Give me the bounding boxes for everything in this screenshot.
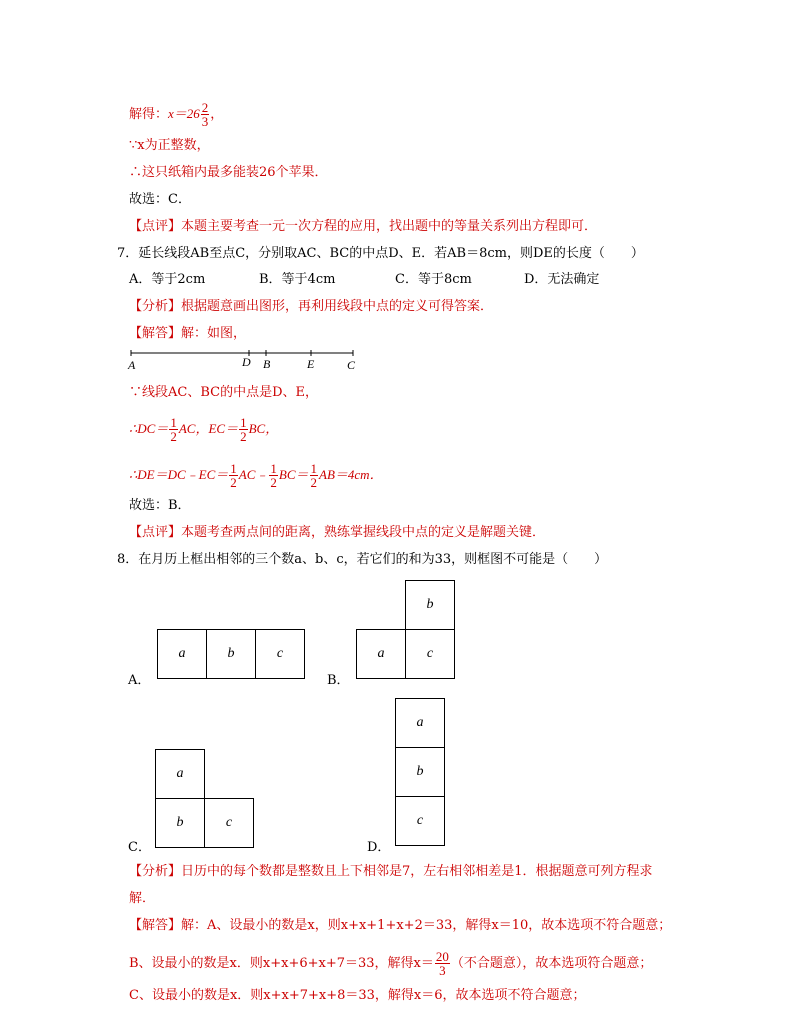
- figC-label: C．: [128, 840, 151, 855]
- answer-b-fraction: [435, 950, 450, 977]
- q8-answer-b: [129, 950, 652, 977]
- choose-line: 故选：C．: [129, 192, 191, 207]
- answer-tag: 【解答】: [129, 918, 182, 933]
- fraction-denominator: 3: [201, 114, 209, 129]
- figD-cell-a: a: [395, 698, 445, 748]
- segment-figure: [125, 345, 365, 373]
- q7-choose: 故选：B．: [129, 498, 191, 513]
- half-fraction: [239, 416, 248, 443]
- q8-analysis: [129, 863, 653, 881]
- answer-tag: 【解答】: [129, 326, 182, 341]
- solve-fraction: [201, 101, 210, 128]
- figA-label: A．: [128, 673, 151, 688]
- fraction-numerator: 1: [230, 461, 237, 476]
- solve-equation: x＝26: [168, 106, 200, 121]
- figC-cell-c: c: [204, 798, 254, 848]
- fraction-numerator: 1: [170, 415, 177, 430]
- fraction-numerator: 20: [435, 949, 449, 964]
- answer-text-a: 解：A、设最小的数是x，则x+x+1+x+2＝33，解得x＝10，故本选项不符合题意；: [181, 918, 672, 933]
- fraction-denominator: 2: [310, 475, 318, 490]
- analysis-text: 根据题意画出图形，再利用线段中点的定义可得答案．: [181, 299, 494, 314]
- step1-part2: AC，EC＝: [178, 421, 239, 436]
- answer-text: 解：如图，: [181, 326, 247, 341]
- answer-b-part1: B、设最小的数是x．则x+x+6+x+7＝33，解得x＝: [129, 956, 434, 971]
- analysis-tag: 【分析】: [129, 299, 182, 314]
- step2-part2: AC﹣: [238, 467, 269, 482]
- half-fraction: [310, 462, 319, 489]
- fraction-denominator: 2: [230, 475, 237, 490]
- solve-label: 解得：: [129, 107, 169, 122]
- step2-part4: AB＝4cm．: [319, 467, 383, 482]
- figA-cell-b: b: [206, 629, 256, 679]
- q7-stem: 7．延长线段AB至点C，分别取AC、BC的中点D、E．若AB＝8cm，则DE的长度（ ）: [117, 246, 644, 261]
- comma: ，: [210, 107, 224, 122]
- point-a-label: A: [128, 358, 136, 372]
- q7-option-a: A．等于2cm: [129, 272, 206, 287]
- comment-tag: 【点评】: [129, 525, 182, 540]
- figC-cell-a: a: [155, 749, 205, 799]
- step2-part3: BC＝: [278, 467, 309, 482]
- figD-label: D．: [367, 840, 391, 855]
- analysis-tag: 【分析】: [129, 864, 182, 879]
- fraction-denominator: 2: [270, 475, 277, 490]
- solve-line: [129, 101, 223, 128]
- step1-part1: ∴DC＝: [129, 421, 169, 436]
- comment-text: 本题主要考查一元一次方程的应用，找出题中的等量关系列出方程即可．: [181, 219, 598, 234]
- half-fraction: [229, 462, 238, 489]
- figB-cell-a: a: [356, 629, 406, 679]
- q8-answer-a: [129, 917, 671, 935]
- fraction-numerator: 1: [270, 461, 277, 476]
- q7-comment: [129, 524, 545, 542]
- point-b-label: B: [263, 357, 271, 371]
- q7-option-c: C．等于8cm: [395, 272, 472, 287]
- fraction-numerator: 1: [310, 461, 318, 476]
- answer-b-part2: （不合题意），故本选项符合题意；: [450, 956, 653, 971]
- q8-answer-c: C、设最小的数是x．则x+x+7+x+8＝33，解得x＝6，故本选项不符合题意；: [129, 988, 586, 1003]
- half-fraction: [269, 462, 278, 489]
- q7-option-b: B．等于4cm: [259, 272, 336, 287]
- figD-cell-c: c: [395, 796, 445, 846]
- q8-analysis-cont: 解．: [129, 891, 156, 906]
- comment-line: [129, 218, 597, 236]
- q7-midpoints: ∵线段AC、BC的中点是D、E，: [129, 385, 318, 400]
- comment-text: 本题考查两点间的距离，熟练掌握线段中点的定义是解题关键．: [181, 525, 546, 540]
- figB-cell-c: c: [405, 629, 455, 679]
- because-line: ∵x为正整数，: [129, 138, 210, 153]
- comment-tag: 【点评】: [129, 219, 182, 234]
- analysis-text: 日历中的每个数都是整数且上下相邻是7，左右相邻相差是1．根据题意可列方程求: [181, 864, 653, 879]
- q7-option-d: D．无法确定: [524, 272, 600, 287]
- point-d-label: D: [242, 355, 251, 369]
- point-c-label: C: [347, 358, 356, 372]
- therefore-line: ∴这只纸箱内最多能装26个苹果．: [129, 165, 328, 180]
- step1-part3: BC，: [248, 421, 279, 436]
- figD-cell-b: b: [395, 747, 445, 797]
- point-e-label: E: [307, 357, 315, 371]
- figB-cell-b: b: [405, 580, 455, 630]
- figB-label: B．: [327, 673, 350, 688]
- figA-cell-a: a: [157, 629, 207, 679]
- q8-stem: 8．在月历上框出相邻的三个数a、b、c，若它们的和为33，则框图不可能是（ ）: [117, 552, 608, 567]
- fraction-numerator: 2: [201, 100, 209, 115]
- step2-part1: ∴DE＝DC﹣EC＝: [129, 467, 229, 482]
- fraction-denominator: 3: [439, 963, 446, 978]
- q7-analysis: [129, 298, 493, 316]
- figC-cell-b: b: [155, 798, 205, 848]
- q7-step2: [129, 462, 383, 489]
- fraction-numerator: 1: [240, 415, 247, 430]
- figA-cell-c: c: [255, 629, 305, 679]
- fraction-denominator: 2: [170, 429, 177, 444]
- half-fraction: [169, 416, 178, 443]
- q7-answer: [129, 325, 246, 343]
- fraction-denominator: 2: [240, 429, 247, 444]
- q7-step1: [129, 416, 278, 443]
